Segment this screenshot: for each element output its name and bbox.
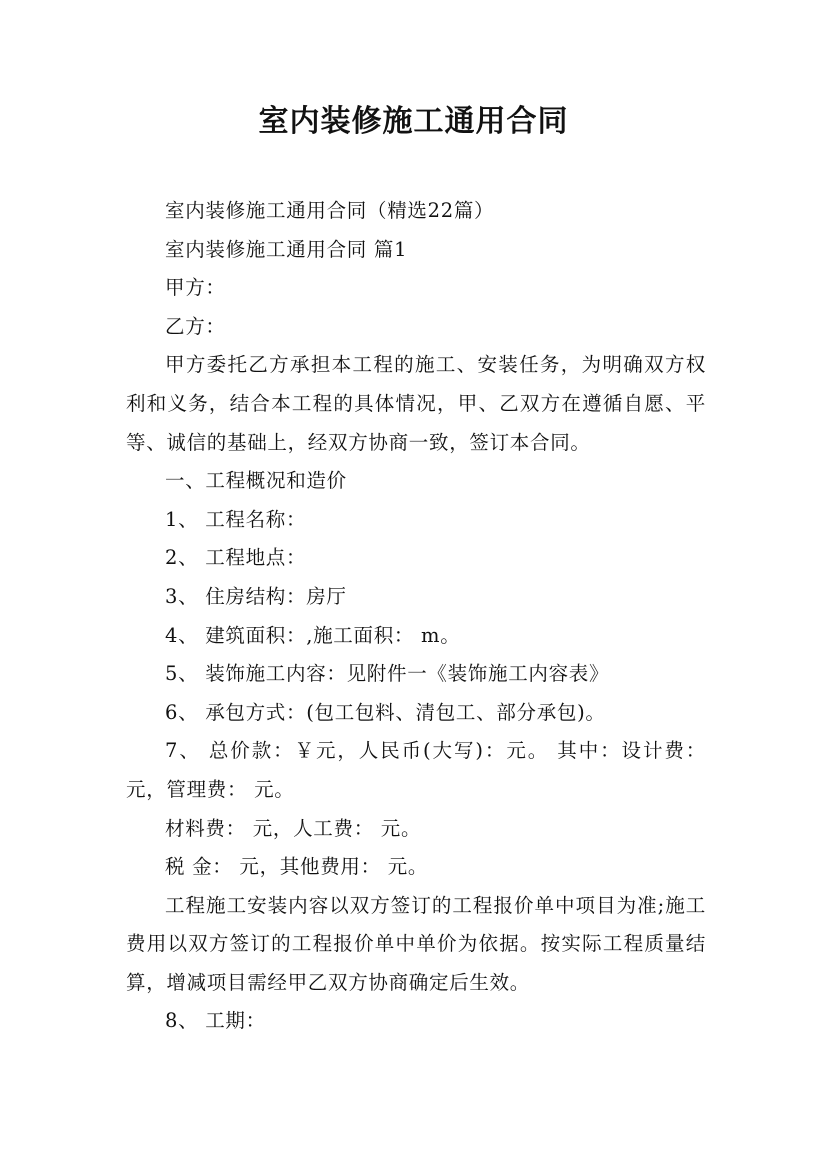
body-paragraph-heading: 室内装修施工通用合同（精选22篇）: [165, 199, 495, 222]
party-b-line: 乙方：: [165, 314, 226, 338]
document-title: 室内装修施工通用合同: [258, 104, 569, 139]
clause-material-labor-fee: 材料费： 元，人工费： 元。: [165, 816, 422, 840]
clause-project-name: 1、 工程名称：: [165, 507, 307, 531]
party-a-line: 甲方：: [165, 276, 226, 300]
clause-total-price: 7、 总价款：￥元，人民币(大写)：元。 其中：设计费： 元，管理费： 元。: [126, 739, 706, 801]
clause-project-location: 2、 工程地点：: [165, 546, 307, 570]
section-heading-overview: 一、工程概况和造价: [165, 469, 347, 493]
clause-decoration-content: 5、 装饰施工内容：见附件一《装饰施工内容表》: [165, 662, 610, 686]
clause-tax-other-fee: 税 金： 元，其他费用： 元。: [165, 855, 429, 879]
body-paragraph-settlement: 工程施工安装内容以双方签订的工程报价单中项目为准;施工费用以双方签订的工程报价单中单价为依据。按实际工程质量结算，增减项目需经甲乙双方协商确定后生效。: [126, 893, 706, 994]
clause-building-area: 4、 建筑面积：,施工面积： m。: [165, 623, 461, 647]
document-body: [126, 192, 706, 1041]
clause-construction-period: 8、 工期：: [165, 1009, 266, 1033]
clause-housing-structure: 3、 住房结构：房厅: [165, 584, 347, 608]
body-paragraph-intro: 甲方委托乙方承担本工程的施工、安装任务，为明确双方权利和义务，结合本工程的具体情况，甲、乙双方在遵循自愿、平等、诚信的基础上，经双方协商一致，签订本合同。: [126, 353, 706, 454]
clause-contract-method: 6、 承包方式：(包工包料、清包工、部分承包)。: [165, 700, 606, 724]
body-paragraph-section-title: 室内装修施工通用合同 篇1: [165, 237, 408, 261]
